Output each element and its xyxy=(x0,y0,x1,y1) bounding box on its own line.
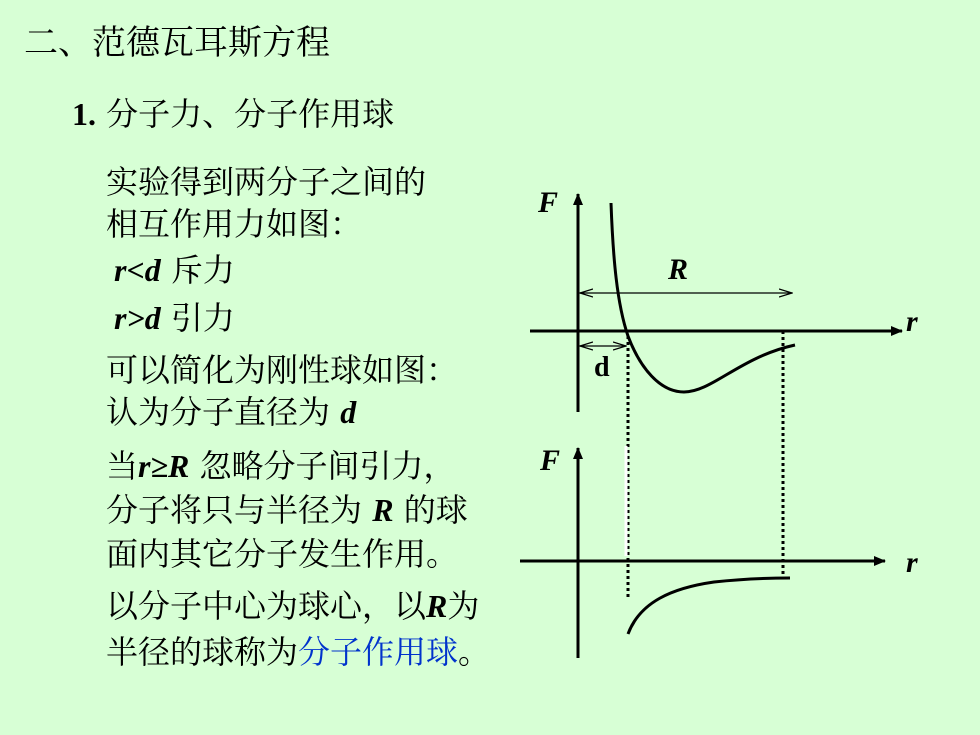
range-label: R xyxy=(668,253,689,286)
attraction-tail-curve xyxy=(628,578,790,634)
top-x-axis-label: r xyxy=(906,305,918,338)
attraction-text: 引力 xyxy=(170,299,235,337)
repulsion-text: 斥力 xyxy=(170,251,235,289)
top-graph xyxy=(530,186,918,412)
section-heading-text: 分子力、分子作用球 xyxy=(106,95,395,133)
simplify-line: 可以简化为刚性球如图： xyxy=(106,351,459,389)
slide-title: 二、范德瓦耳斯方程 xyxy=(24,23,330,63)
experiment-line-2: 相互作用力如图： xyxy=(106,205,363,243)
diameter-label: d xyxy=(594,352,610,383)
repulsion-symbol: r<d xyxy=(114,252,161,288)
sphere-def2-text: 半径的球称为 xyxy=(106,633,299,671)
condition-symbol: r≥R xyxy=(138,448,190,484)
top-y-axis-label: F xyxy=(538,186,559,219)
condition-text: 忽略分子间引力， xyxy=(199,447,456,485)
condition-prefix: 当 xyxy=(106,447,139,485)
bottom-graph xyxy=(520,444,918,658)
force-curve xyxy=(611,203,795,392)
attraction-symbol: r>d xyxy=(114,300,161,336)
inner-line: 面内其它分子发生作用。 xyxy=(106,535,459,573)
sphere-def-symbol: R xyxy=(426,588,448,624)
bottom-y-axis-label: F xyxy=(540,444,561,477)
sphere-def-suffix: 为 xyxy=(447,587,480,625)
experiment-line-1: 实验得到两分子之间的 xyxy=(106,163,427,201)
only-with-symbol: R xyxy=(372,492,394,528)
section-number: 1. xyxy=(72,96,96,132)
diameter-text: 认为分子直径为 xyxy=(106,393,331,431)
bottom-x-axis-label: r xyxy=(906,546,918,579)
only-with-text: 分子将只与半径为 xyxy=(106,491,363,529)
sphere-def-text: 以分子中心为球心，以 xyxy=(106,587,427,625)
diameter-symbol: d xyxy=(340,394,357,430)
only-with-suffix: 的球 xyxy=(403,491,468,529)
interaction-sphere-term: 分子作用球 xyxy=(298,633,459,671)
sphere-def2-end: 。 xyxy=(458,633,491,671)
